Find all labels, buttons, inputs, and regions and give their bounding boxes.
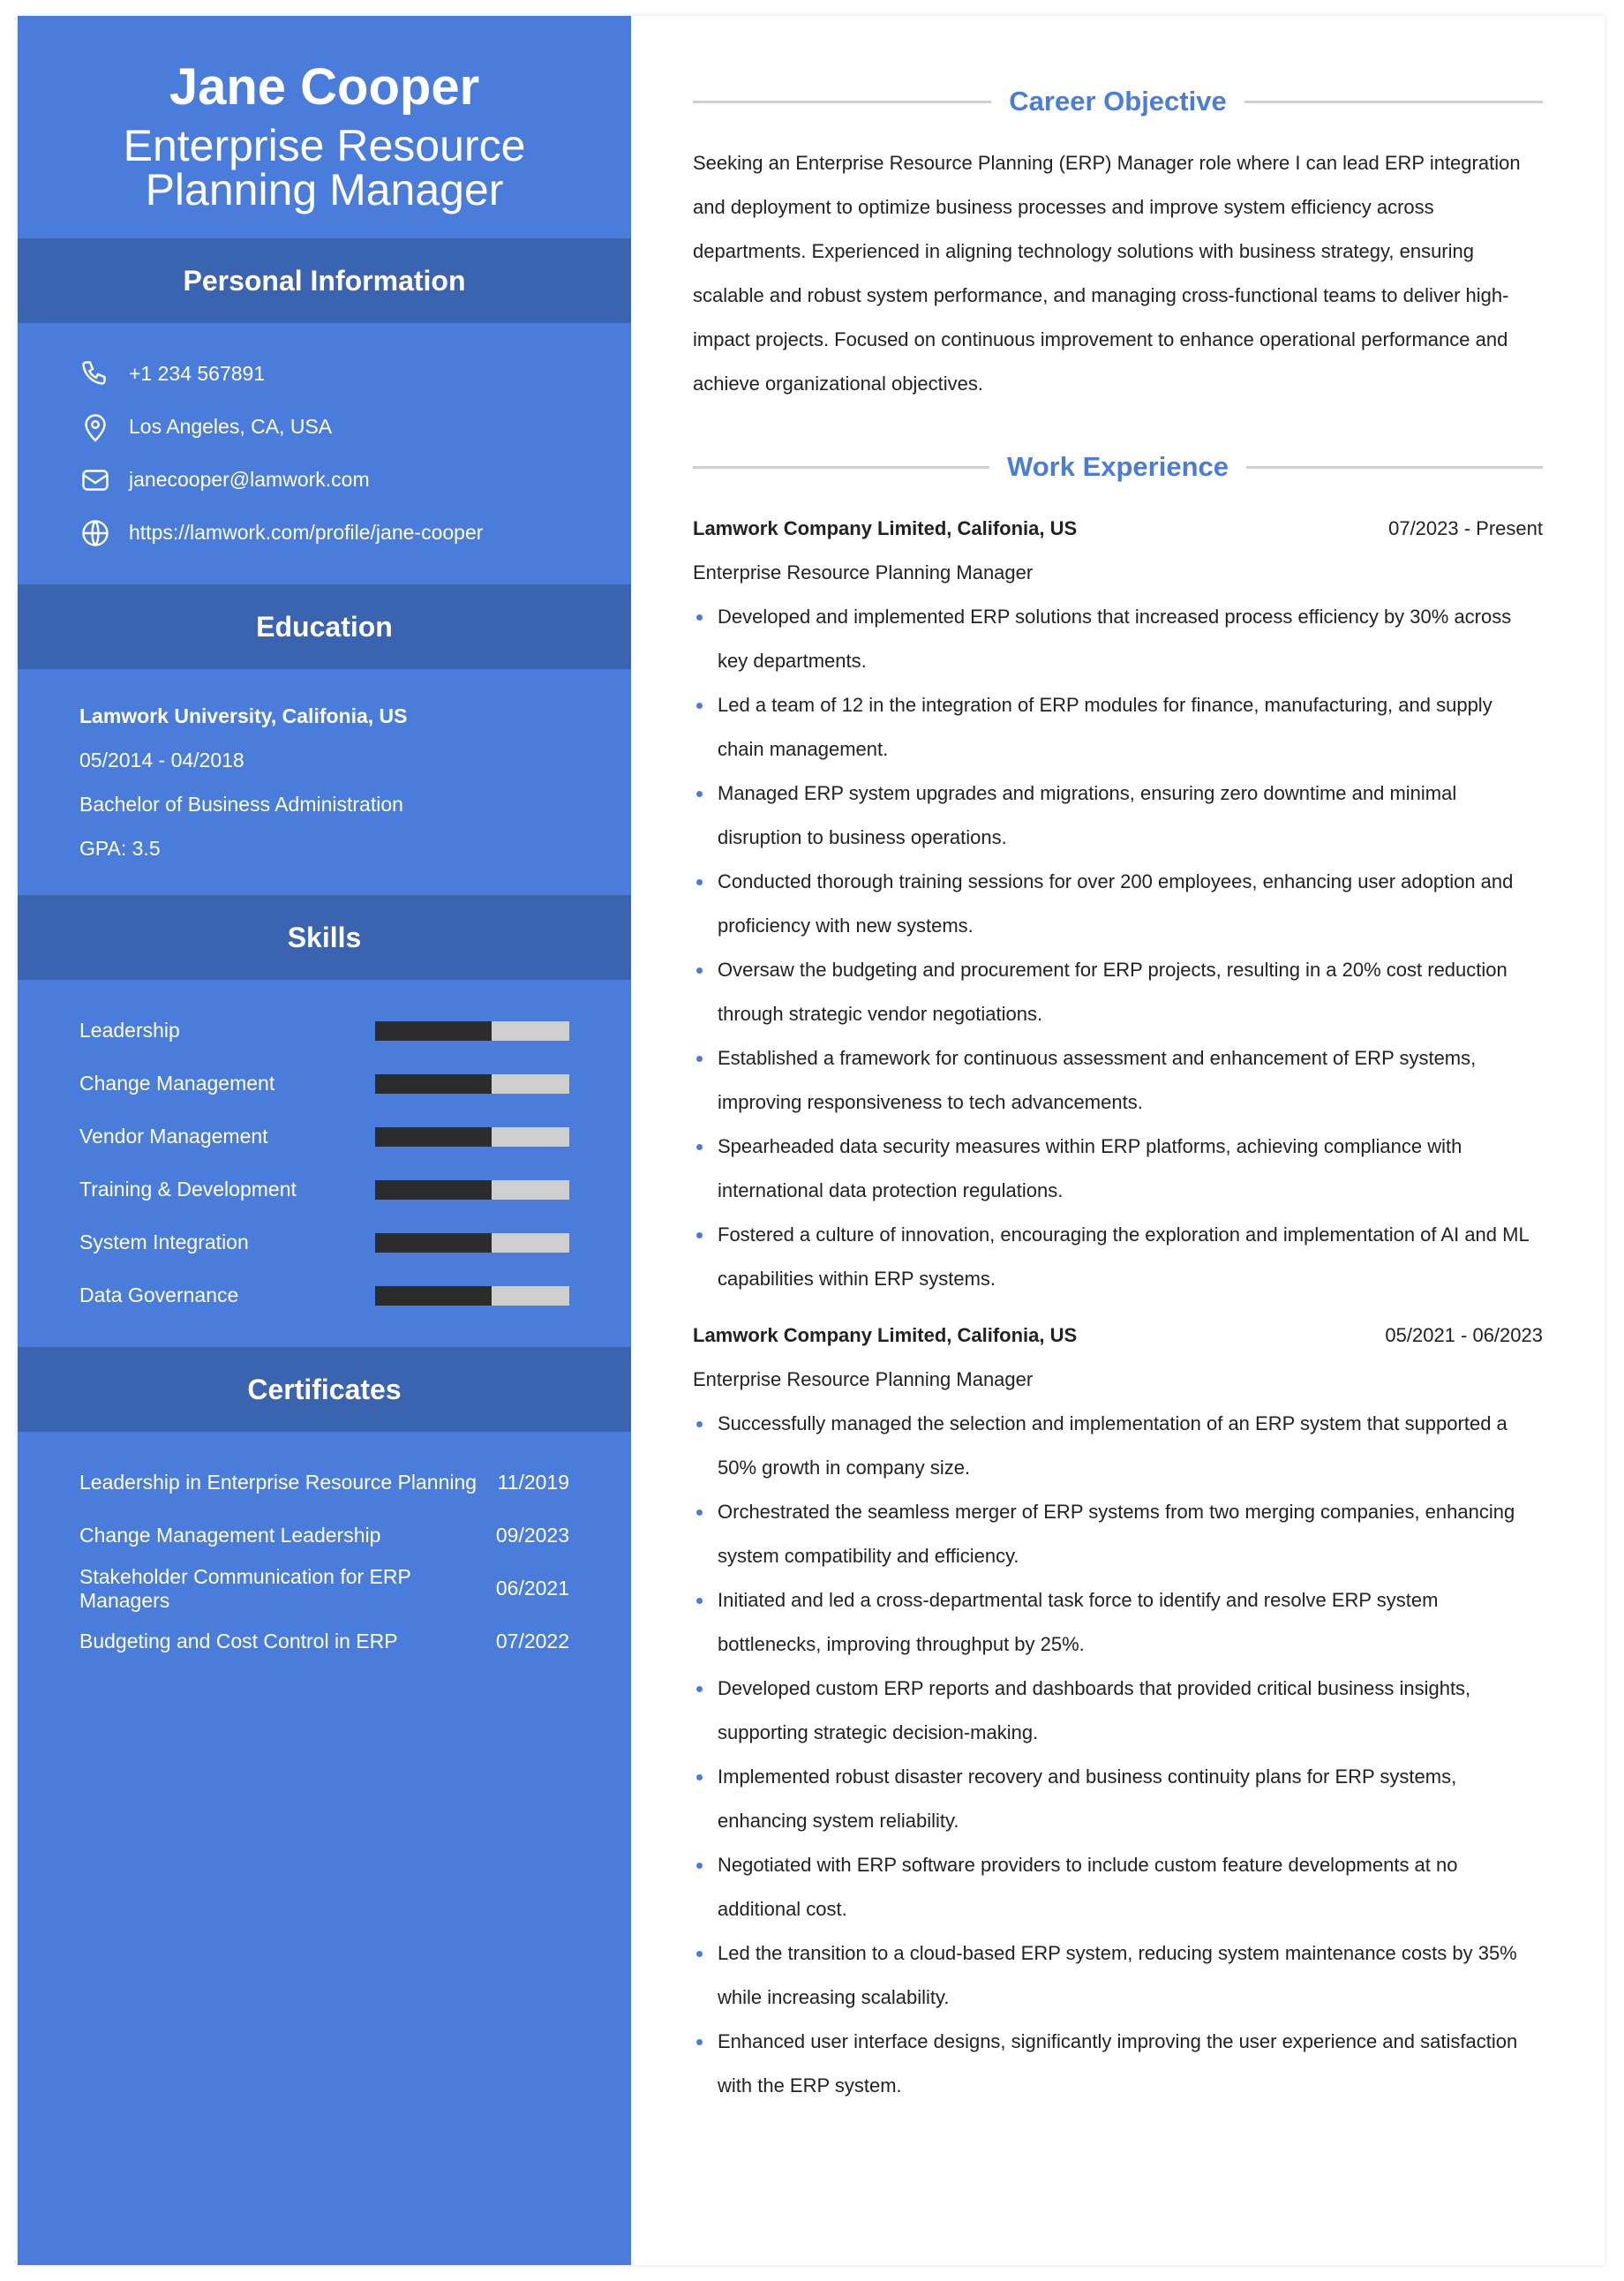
- skill-level-fill: [375, 1021, 492, 1041]
- skill-level-bar: [375, 1127, 569, 1147]
- job-bullet: Developed and implemented ERP solutions that increased process efficiency by 30% across key departments.: [693, 595, 1543, 683]
- job-bullet: Developed custom ERP reports and dashboards that provided critical business insights, supporting strategic decision-making.: [693, 1667, 1543, 1755]
- job-bullet: Successfully managed the selection and implementation of an ERP system that supported a 50% growth in company size.: [693, 1402, 1543, 1490]
- resume-page: [18, 16, 1605, 2265]
- job-role: Enterprise Resource Planning Manager: [693, 561, 1034, 583]
- job-header: [693, 507, 1543, 551]
- contact-location: [79, 401, 569, 454]
- skill-level-bar: [375, 1021, 569, 1041]
- objective-heading-row: [693, 79, 1543, 124]
- email-icon: [79, 464, 111, 496]
- education-school: Lamwork University, Califonia, US: [79, 704, 408, 727]
- skills-section: [18, 980, 631, 1347]
- skills-heading: Skills: [18, 895, 631, 980]
- experience-heading-row: [693, 445, 1543, 489]
- job-bullet: Led a team of 12 in the integration of ERP modules for finance, manufacturing, and supply chain management.: [693, 683, 1543, 772]
- skill-item: [79, 1269, 569, 1322]
- contact-phone-text[interactable]: +1 234 567891: [129, 362, 266, 386]
- certificate-item: [79, 1615, 569, 1668]
- divider: [1244, 101, 1543, 103]
- divider: [693, 101, 991, 103]
- certificate-date: 06/2021: [495, 1577, 569, 1600]
- job-company: Lamwork Company Limited, Califonia, US: [693, 1324, 1078, 1346]
- contact-email-text[interactable]: janecooper@lamwork.com: [129, 468, 370, 492]
- skill-name: Leadership: [79, 1019, 180, 1043]
- job-bullet: Spearheaded data security measures within ERP platforms, achieving compliance with international data protection regulations.: [693, 1125, 1543, 1213]
- objective-heading: Career Objective: [1009, 86, 1227, 117]
- skill-item: [79, 1005, 569, 1058]
- job-bullet: Managed ERP system upgrades and migrations, ensuring zero downtime and minimal disruption to business operations.: [693, 772, 1543, 860]
- divider: [693, 466, 989, 469]
- job-bullet: Fostered a culture of innovation, encouraging the exploration and implementation of AI and ML capabilities within ERP systems.: [693, 1213, 1543, 1301]
- job-entry: [693, 1314, 1543, 2108]
- job-bullet: Orchestrated the seamless merger of ERP systems from two merging companies, enhancing system compatibility and efficiency.: [693, 1490, 1543, 1578]
- personal-info-heading: Personal Information: [18, 238, 631, 323]
- job-bullet: Negotiated with ERP software providers to include custom feature developments at no additional cost.: [693, 1843, 1543, 1931]
- education-degree: Bachelor of Business Administration: [79, 792, 403, 816]
- job-header: [693, 1314, 1543, 1358]
- skill-name: System Integration: [79, 1231, 249, 1254]
- certificate-item: [79, 1562, 569, 1615]
- objective-text: Seeking an Enterprise Resource Planning (ERP) Manager role where I can lead ERP integration and deployment to optimize business processes and improve system efficiency across departments. Experienced in aligning technology solutions with business strategy, ensuring scalable and robust system performance, and managing cross-functional teams to deliver high-impact projects. Focused on continuous improvement to enhance operational performance and achieve organizational objectives.: [693, 152, 1521, 395]
- certificate-name: Leadership in Enterprise Resource Planning: [79, 1471, 477, 1494]
- certificates-section: [18, 1432, 631, 1693]
- job-bullet: Enhanced user interface designs, significantly improving the user experience and satisfaction with the ERP system.: [693, 2020, 1543, 2108]
- phone-icon: [79, 358, 111, 390]
- job-company: Lamwork Company Limited, Califonia, US: [693, 517, 1078, 539]
- skill-item: [79, 1058, 569, 1110]
- skill-item: [79, 1216, 569, 1269]
- education-section: [18, 669, 631, 895]
- skill-name: Change Management: [79, 1072, 275, 1095]
- contact-website-text[interactable]: https://lamwork.com/profile/jane-cooper: [129, 521, 484, 545]
- job-role: Enterprise Resource Planning Manager: [693, 1368, 1034, 1390]
- job-bullets: [693, 595, 1543, 1301]
- contact-location-text: Los Angeles, CA, USA: [129, 415, 333, 439]
- job-bullet: Oversaw the budgeting and procurement for ERP projects, resulting in a 20% cost reduction through strategic vendor negotiations.: [693, 948, 1543, 1036]
- skill-item: [79, 1163, 569, 1216]
- candidate-name: Jane Cooper: [169, 58, 480, 116]
- education-dates: 05/2014 - 04/2018: [79, 748, 244, 772]
- contact-email: [79, 454, 569, 507]
- certificate-date: 09/2023: [495, 1524, 569, 1547]
- job-bullet: Established a framework for continuous assessment and enhancement of ERP systems, improving responsiveness to tech advancements.: [693, 1036, 1543, 1125]
- skill-level-bar: [375, 1286, 569, 1306]
- certificates-heading: Certificates: [18, 1347, 631, 1432]
- certificate-name: Budgeting and Cost Control in ERP: [79, 1630, 398, 1653]
- certificate-name: Change Management Leadership: [79, 1524, 381, 1547]
- personal-info-section: [18, 323, 631, 584]
- candidate-title: Enterprise Resource Planning Manager: [123, 120, 526, 215]
- job-dates: 07/2023 - Present: [1388, 517, 1543, 539]
- certificate-item: [79, 1457, 569, 1509]
- job-dates: 05/2021 - 06/2023: [1385, 1324, 1543, 1346]
- experience-heading: Work Experience: [1007, 451, 1229, 482]
- skill-level-bar: [375, 1233, 569, 1253]
- certificate-date: 11/2019: [497, 1471, 569, 1494]
- skill-item: [79, 1110, 569, 1163]
- job-bullets: [693, 1402, 1543, 2108]
- job-bullet: Implemented robust disaster recovery and business continuity plans for ERP systems, enhancing system reliability.: [693, 1755, 1543, 1843]
- contact-website: [79, 507, 569, 560]
- skill-level-fill: [375, 1127, 492, 1147]
- job-bullet: Initiated and led a cross-departmental task force to identify and resolve ERP system bottlenecks, improving throughput by 25%.: [693, 1578, 1543, 1667]
- job-bullet: Conducted thorough training sessions for over 200 employees, enhancing user adoption and proficiency with new systems.: [693, 860, 1543, 948]
- job-bullet: Led the transition to a cloud-based ERP system, reducing system maintenance costs by 35% while increasing scalability.: [693, 1931, 1543, 2020]
- certificate-item: [79, 1509, 569, 1562]
- skill-level-fill: [375, 1180, 492, 1200]
- contact-phone: [79, 348, 569, 401]
- skill-level-bar: [375, 1074, 569, 1094]
- education-gpa: GPA: 3.5: [79, 836, 161, 860]
- skill-level-fill: [375, 1074, 492, 1094]
- divider: [1246, 466, 1543, 469]
- skill-level-bar: [375, 1180, 569, 1200]
- sidebar: [18, 16, 631, 2265]
- experience-list: [693, 507, 1543, 2108]
- education-heading: Education: [18, 584, 631, 669]
- certificate-name: Stakeholder Communication for ERP Managers: [79, 1564, 411, 1612]
- job-entry: [693, 507, 1543, 1301]
- location-icon: [79, 411, 111, 443]
- resume-header: [18, 16, 631, 238]
- skill-level-fill: [375, 1233, 492, 1253]
- skill-name: Vendor Management: [79, 1125, 268, 1148]
- main-content: [631, 16, 1605, 2265]
- skill-level-fill: [375, 1286, 492, 1306]
- certificate-date: 07/2022: [495, 1630, 569, 1653]
- globe-icon: [79, 517, 111, 549]
- skill-name: Data Governance: [79, 1284, 239, 1307]
- skill-name: Training & Development: [79, 1178, 297, 1201]
